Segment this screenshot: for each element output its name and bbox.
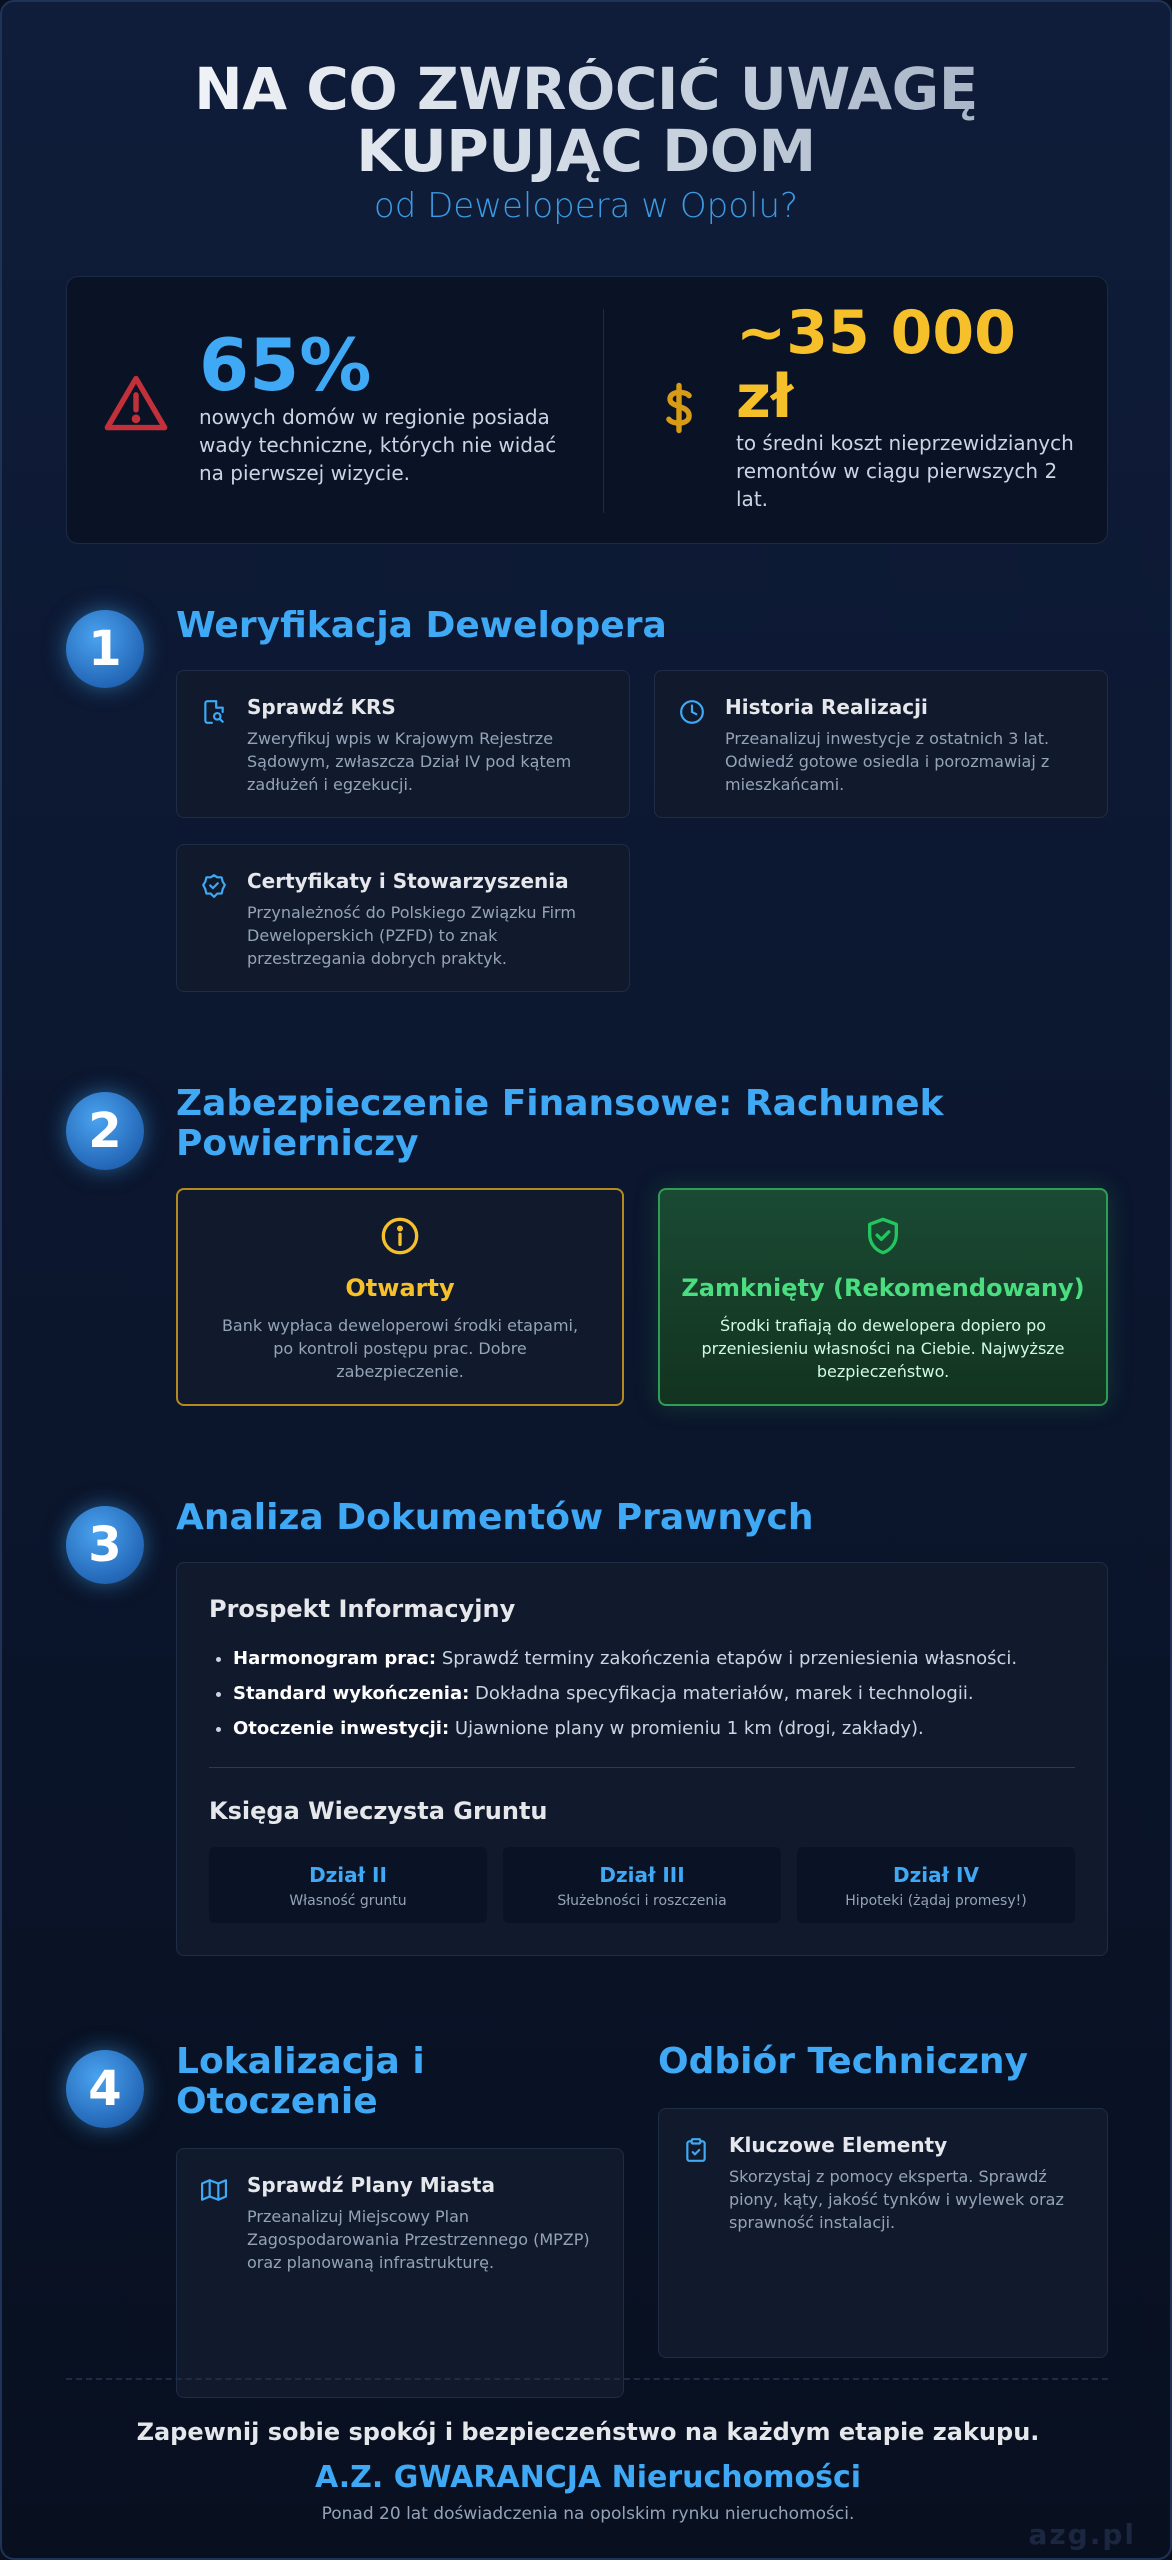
info-icon [380, 1216, 420, 1256]
prospekt-list [233, 1641, 1017, 1746]
watermark: azg.pl [1028, 2518, 1136, 2551]
card-text: Przeanalizuj Miejscowy Plan Zagospodarowania Przestrzennego (MPZP) oraz planowaną infrastrukturę. [247, 2207, 590, 2272]
dzial-title: Dział II [309, 1863, 387, 1887]
section-title: Lokalizacja i Otoczenie [176, 2041, 425, 2122]
escrow-text: Środki trafiają do dewelopera dopiero po przeniesieniu własności na Ciebie. Najwyższe bezpieczeństwo. [701, 1316, 1065, 1381]
stats-panel [66, 276, 1108, 544]
dzial-box [797, 1847, 1075, 1923]
card-title: Sprawdź KRS [247, 695, 396, 719]
stat-defects [67, 277, 603, 545]
ksiega-title: Księga Wieczysta Gruntu [209, 1797, 548, 1825]
dzial-text: Własność gruntu [289, 1893, 407, 1909]
badge-check-icon [201, 873, 227, 899]
dzial-title: Dział IV [893, 1863, 979, 1887]
stat-description: to średni koszt nieprzewidzianych remontów w ciągu pierwszych 2 lat. [736, 431, 1074, 511]
card-text: Zweryfikuj wpis w Krajowym Rejestrze Sądowym, zwłaszcza Dział IV pod kątem zadłużeń i egzekucji. [247, 729, 572, 794]
footer-divider [66, 2378, 1108, 2380]
card-history [654, 670, 1108, 818]
card-title: Certyfikaty i Stowarzyszenia [247, 869, 569, 893]
shield-check-icon [863, 1216, 903, 1256]
escrow-title: Zamknięty (Rekomendowany) [681, 1274, 1085, 1302]
page-subtitle: od Dewelopera w Opolu? [373, 186, 799, 226]
section-title: Odbiór Techniczny [658, 2041, 1029, 2082]
stat-value: ~35 000 zł [736, 298, 1016, 432]
dzial-text: Hipoteki (żądaj promesy!) [845, 1893, 1027, 1909]
card-title: Historia Realizacji [725, 695, 928, 719]
escrow-text: Bank wypłaca deweloperowi środki etapami, po kontroli postępu prac. Dobre zabezpieczenie. [221, 1316, 579, 1381]
stat-cost [604, 277, 1109, 545]
section-number: 1 [66, 610, 144, 688]
card-title: Kluczowe Elementy [729, 2133, 948, 2157]
dollar-sign-icon [660, 381, 698, 435]
legal-documents-card [176, 1562, 1108, 1956]
hero [2, 2, 1170, 226]
clipboard-check-icon [683, 2137, 709, 2163]
section-title: Zabezpieczenie Finansowe: Rachunek Powierniczy [176, 1083, 944, 1164]
card-certificates [176, 844, 630, 992]
card-title: Sprawdź Plany Miasta [247, 2173, 495, 2197]
file-search-icon [201, 699, 227, 725]
stat-description: nowych domów w regionie posiada wady techniczne, których nie widać na pierwszej wizycie. [199, 405, 557, 485]
escrow-open-card [176, 1188, 624, 1406]
list-item: • Otoczenie inwestycji: Ujawnione plany w promieniu 1 km (drogi, zakłady). [233, 1711, 1017, 1746]
card-text: Skorzystaj z pomocy eksperta. Sprawdź piony, kąty, jakość tynków i wylewek oraz sprawność instalacji. [729, 2167, 1064, 2232]
dzial-title: Dział III [599, 1863, 685, 1887]
escrow-closed-card [658, 1188, 1108, 1406]
list-item: • Standard wykończenia: Dokładna specyfikacja materiałów, marek i technologii. [233, 1676, 1017, 1711]
card-text: Przeanalizuj inwestycje z ostatnich 3 lat. Odwiedź gotowe osiedla i porozmawiaj z mieszkańcami. [725, 729, 1050, 794]
section-number: 2 [66, 1092, 144, 1170]
map-icon [201, 2177, 227, 2203]
warning-triangle-icon [103, 373, 169, 433]
footer-brand: A.Z. GWARANCJA Nieruchomości [314, 2460, 862, 2495]
section-title: Weryfikacja Dewelopera [176, 605, 667, 646]
section-number: 3 [66, 1506, 144, 1584]
section-title: Analiza Dokumentów Prawnych [176, 1497, 814, 1538]
footer-tagline: Zapewnij sobie spokój i bezpieczeństwo na każdym etapie zakupu. [136, 2418, 1040, 2446]
dzial-text: Służebności i roszczenia [557, 1893, 727, 1909]
card-technical-elements [658, 2108, 1108, 2358]
list-item: • Harmonogram prac: Sprawdź terminy zakończenia etapów i przeniesienia własności. [233, 1641, 1017, 1676]
card-city-plans [176, 2148, 624, 2398]
divider [209, 1767, 1075, 1768]
escrow-title: Otwarty [345, 1274, 455, 1302]
footer-note: Ponad 20 lat doświadczenia na opolskim rynku nieruchomości. [321, 2504, 855, 2524]
dzial-box [209, 1847, 487, 1923]
card-text: Przynależność do Polskiego Związku Firm Deweloperskich (PZFD) to znak przestrzegania dobrych praktyk. [247, 903, 576, 968]
clock-icon [679, 699, 705, 725]
card-krs [176, 670, 630, 818]
dzial-box [503, 1847, 781, 1923]
stat-value: 65% [199, 323, 372, 407]
section-number: 4 [66, 2050, 144, 2128]
prospekt-title: Prospekt Informacyjny [209, 1595, 516, 1623]
page-title: NA CO ZWRÓCIĆ UWAGĘ KUPUJĄC DOM [2, 58, 1170, 182]
